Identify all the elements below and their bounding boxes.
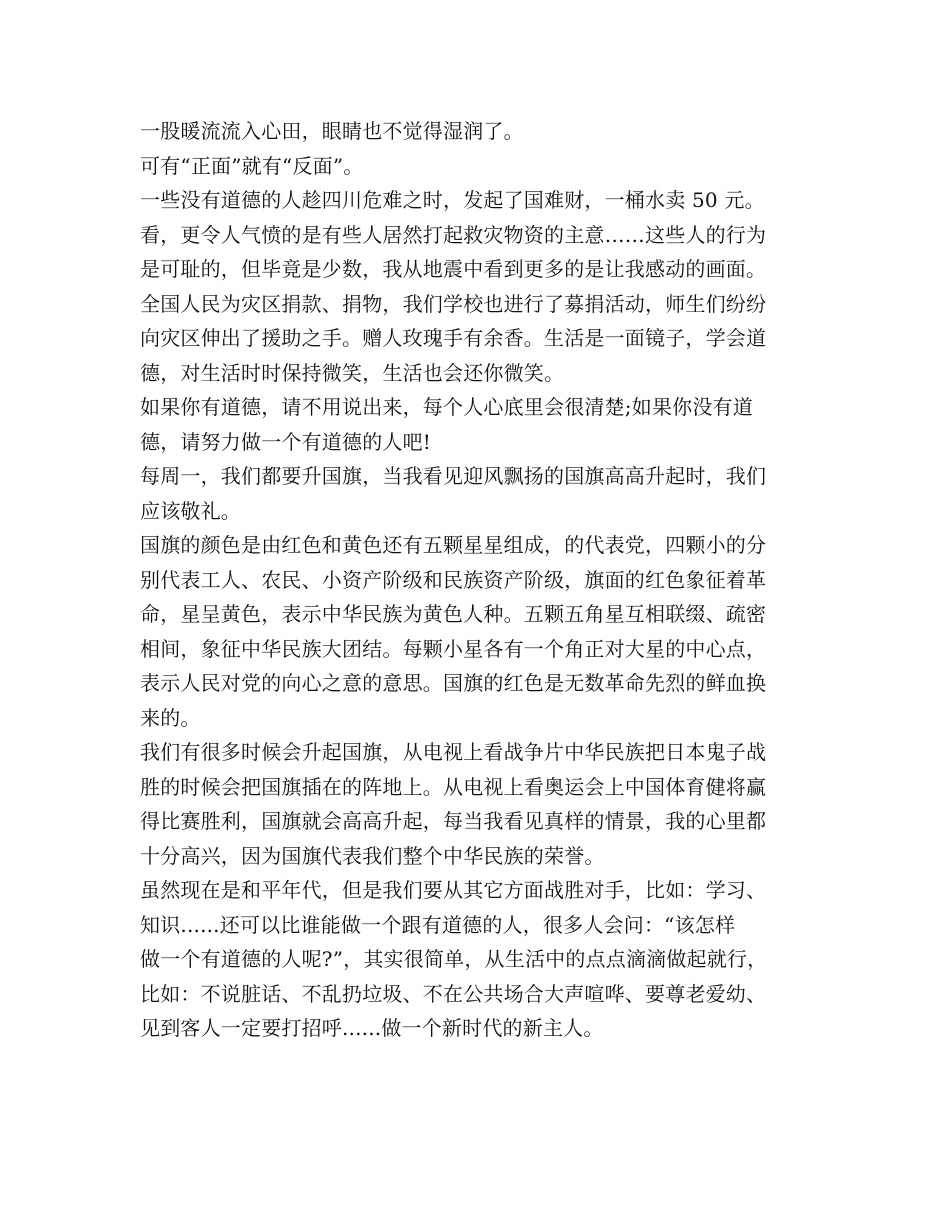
- text-line: 来的。: [140, 705, 201, 730]
- text-line: 表示人民对党的向心之意的意思。国旗的红色是无数革命先烈的鲜血换: [140, 671, 767, 695]
- document-body: [140, 114, 840, 1046]
- text-line: 全国人民为灾区捐款、捐物，我们学校也进行了募捐活动，师生们纷纷: [140, 291, 767, 316]
- text-line: 德，请努力做一个有道德的人吧!: [140, 429, 432, 454]
- text-line: 比如：不说脏话、不乱扔垃圾、不在公共场合大声喧哗、要尊老爱幼、: [140, 981, 767, 1006]
- text-line: 做一个有道德的人呢?”，其实很简单，从生活中的点点滴滴做起就行，: [140, 947, 768, 971]
- text-line: 胜的时候会把国旗插在的阵地上。从电视上看奥运会上中国体育健将赢: [140, 774, 767, 799]
- text-line: 看，更令人气愤的是有些人居然打起救灾物资的主意……这些人的行为: [140, 222, 767, 247]
- text-line: 一些没有道德的人趁四川危难之时，发起了国难财，一桶水卖 50 元。: [140, 188, 765, 212]
- text-line: 十分高兴，因为国旗代表我们整个中华民族的荣誉。: [140, 843, 605, 868]
- text-line: 别代表工人、农民、小资产阶级和民族资产阶级，旗面的红色象征着革: [140, 567, 767, 592]
- text-line: 国旗的颜色是由红色和黄色还有五颗星星组成，的代表党，四颗小的分: [140, 533, 767, 557]
- text-line: 我们有很多时候会升起国旗，从电视上看战争片中华民族把日本鬼子战: [140, 740, 767, 764]
- text-line: 知识......还可以比谁能做一个跟有道德的人，很多人会问：“该怎样: [140, 912, 736, 937]
- text-line: 相间，象征中华民族大团结。每颗小星各有一个角正对大星的中心点，: [140, 636, 767, 661]
- text-line: 可有“正面”就有“反面”。: [140, 153, 364, 178]
- text-line: 每周一，我们都要升国旗，当我看见迎风飘扬的国旗高高升起时，我们: [140, 464, 767, 488]
- text-line: 得比赛胜利，国旗就会高高升起，每当我看见真样的情景，我的心里都: [140, 809, 767, 833]
- text-line: 应该敬礼。: [140, 498, 241, 523]
- text-line: 德，对生活时时保持微笑，生活也会还你微笑。: [140, 360, 565, 385]
- text-line: 是可耻的，但毕竟是少数，我从地震中看到更多的是让我感动的画面。: [140, 257, 767, 281]
- text-line: 命，星呈黄色，表示中华民族为黄色人种。五颗五角星互相联缀、疏密: [140, 602, 767, 626]
- text-line: 见到客人一定要打招呼......做一个新时代的新主人。: [140, 1016, 604, 1040]
- text-line: 虽然现在是和平年代，但是我们要从其它方面战胜对手，比如：学习、: [140, 878, 767, 902]
- text-line: 如果你有道德，请不用说出来，每个人心底里会很清楚;如果你没有道: [140, 395, 753, 419]
- text-line: 向灾区伸出了援助之手。赠人玫瑰手有余香。生活是一面镜子，学会道: [140, 326, 767, 350]
- text-line: 一股暖流流入心田，眼睛也不觉得湿润了。: [140, 119, 524, 143]
